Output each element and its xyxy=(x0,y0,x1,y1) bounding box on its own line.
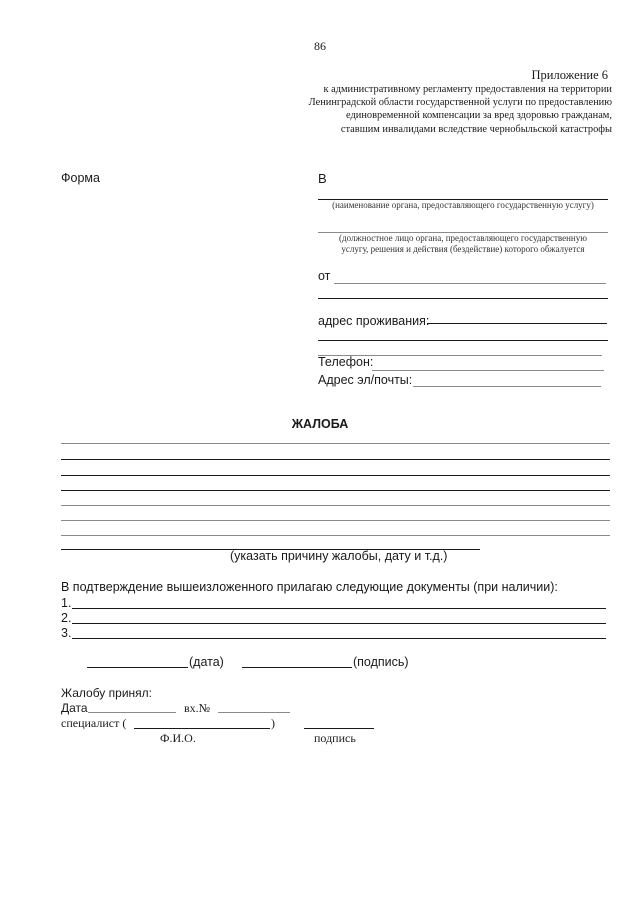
address-label: адрес проживания: xyxy=(318,314,430,328)
specialist-close-paren: ) xyxy=(271,716,275,730)
annex-line: Ленинградской области государственной услуги по предоставлению xyxy=(308,97,612,109)
phone-label: Телефон: xyxy=(318,355,374,369)
annex-line: ставшим инвалидами вследствие чернобыльской катастрофы xyxy=(340,123,612,135)
recipient-org-caption: (наименование органа, предоставляющего государственную услугу) xyxy=(332,200,594,210)
fio-caption: Ф.И.О. xyxy=(160,731,196,745)
annex-description xyxy=(272,83,612,136)
attachment-number: 2. xyxy=(61,611,72,625)
acceptance-title: Жалобу принял: xyxy=(61,686,152,700)
document-title: ЖАЛОБА xyxy=(291,417,349,431)
complaint-line[interactable] xyxy=(61,490,610,491)
official-caption-2: услугу, решения и действия (бездействие) которого обжалуется xyxy=(341,244,585,254)
complaint-line[interactable] xyxy=(61,535,610,536)
attachment-number: 3. xyxy=(61,626,72,640)
signature-caption: (подпись) xyxy=(353,655,409,669)
from-field-2[interactable] xyxy=(318,298,608,299)
complaint-line[interactable] xyxy=(61,505,610,506)
email-field[interactable] xyxy=(413,386,601,387)
email-label: Адрес эл/почты: xyxy=(318,373,413,387)
attachment-number: 1. xyxy=(61,596,72,610)
official-caption-1: (должностное лицо органа, предоставляющего государственную xyxy=(339,233,587,243)
attachment-field-1[interactable] xyxy=(72,608,606,609)
address-field[interactable] xyxy=(427,323,607,324)
acceptance-date-label: Дата xyxy=(61,701,88,715)
page-number: 86 xyxy=(314,39,326,53)
annex-title: Приложение 6 xyxy=(531,68,608,82)
attachment-field-3[interactable] xyxy=(72,638,606,639)
from-label: от xyxy=(318,269,331,283)
acceptance-date-field[interactable] xyxy=(88,712,176,713)
specialist-signature-caption: подпись xyxy=(314,731,356,745)
incoming-number-label: вх.№ xyxy=(184,701,211,715)
attachments-intro: В подтверждение вышеизложенного прилагаю следующие документы (при наличии): xyxy=(61,580,558,594)
incoming-number-field[interactable] xyxy=(218,712,290,713)
applicant-signature-field[interactable] xyxy=(242,667,352,668)
applicant-date-field[interactable] xyxy=(87,667,188,668)
address-field-2[interactable] xyxy=(318,340,608,341)
specialist-signature-field[interactable] xyxy=(304,728,374,729)
from-field[interactable] xyxy=(334,283,606,284)
specialist-name-field[interactable] xyxy=(134,728,270,729)
attachment-field-2[interactable] xyxy=(72,623,606,624)
phone-field[interactable] xyxy=(372,370,604,371)
complaint-line[interactable] xyxy=(61,443,610,444)
complaint-line[interactable] xyxy=(61,459,610,460)
recipient-prefix: В xyxy=(318,171,327,186)
form-label: Форма xyxy=(61,171,100,185)
complaint-line[interactable] xyxy=(61,520,610,521)
complaint-caption: (указать причину жалобы, дату и т.д.) xyxy=(230,549,448,563)
annex-line: к административному регламенту предоставления на территории xyxy=(323,84,612,95)
annex-line: единовременной компенсации за вред здоровью гражданам, xyxy=(346,110,612,122)
specialist-label: специалист ( xyxy=(61,716,127,730)
date-caption: (дата) xyxy=(189,655,224,669)
complaint-line[interactable] xyxy=(61,475,610,476)
